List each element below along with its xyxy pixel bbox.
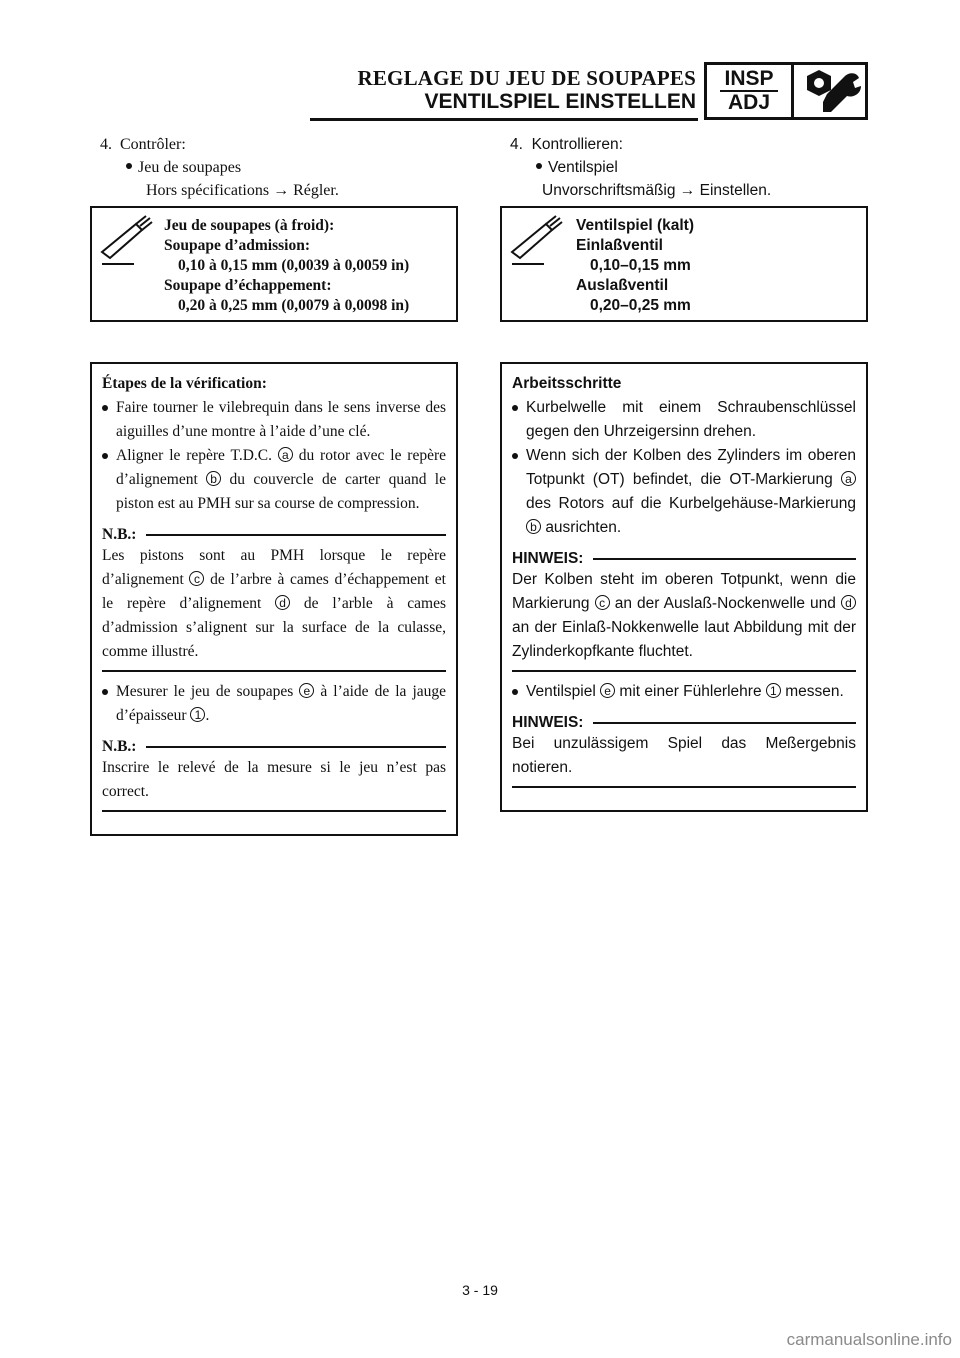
step-4-de — [500, 133, 868, 202]
caliper-tool-icon — [96, 214, 154, 268]
note-header — [102, 526, 446, 544]
wrench-nut-icon — [794, 65, 865, 117]
list-item-text: Faire tourner le vilebrequin dans le sens inverse des aiguilles d’une montre à l’aide d’une clé. — [116, 399, 446, 440]
mark-c-icon: c — [595, 595, 610, 610]
list-item-text: du rotor avec le repère d’alignement — [116, 447, 447, 488]
badge-bottom-text: ADJ — [727, 91, 770, 114]
spec-box-de — [500, 206, 868, 322]
step-4-fr — [90, 133, 458, 202]
procedure-box-fr — [90, 362, 458, 836]
list-item: Wenn sich der Kolben des Zylinders im oberen Totpunkt (OT) befindet, die OT-Markierung a des Rotors auf die Kurbelgehäuse-Markierung b ausrichten. — [512, 444, 856, 540]
note-label: N.B.: — [102, 526, 137, 543]
page-title-de: VENTILSPIEL EINSTELLEN — [424, 90, 696, 113]
section-badge — [704, 62, 868, 120]
step-item: Jeu de soupapes — [138, 159, 242, 176]
mark-c-icon: c — [189, 571, 204, 586]
step-result: Hors spécifications → Régler. — [146, 182, 339, 199]
note-label: HINWEIS: — [512, 714, 584, 731]
note-divider — [512, 786, 856, 788]
spec-line: Jeu de soupapes (à froid): — [164, 217, 335, 234]
list-item — [102, 396, 446, 444]
badge-label — [707, 65, 794, 117]
caliper-tool-icon — [506, 214, 564, 268]
mark-a-icon: a — [841, 471, 856, 486]
procedure-heading: Étapes de la vérification: — [102, 375, 267, 392]
spec-values — [164, 216, 409, 316]
watermark: carmanualsonline.info — [786, 1330, 952, 1349]
note-header — [102, 738, 446, 756]
procedure-box-de — [500, 362, 868, 812]
spec-line: 0,10–0,15 mm — [590, 257, 691, 274]
note-label: HINWEIS: — [512, 550, 584, 567]
list-item — [102, 444, 446, 516]
badge-top-text: INSP — [720, 68, 777, 92]
page-title-fr: REGLAGE DU JEU DE SOUPAPES — [357, 66, 696, 90]
page-number: 3 - 19 — [462, 1282, 498, 1298]
mark-b-icon: b — [206, 471, 221, 486]
note-divider — [512, 670, 856, 672]
spec-line: 0,10 à 0,15 mm (0,0039 à 0,0059 in) — [178, 257, 410, 274]
mark-1-icon: 1 — [190, 707, 205, 722]
list-item-text: Aligner le repère T.D.C. — [116, 447, 272, 464]
spec-line: Einlaßventil — [576, 237, 663, 254]
step-result: Unvorschriftsmäßig → Einstellen. — [542, 182, 772, 199]
step-action: Kontrollieren: — [531, 136, 623, 153]
mark-d-icon: d — [275, 595, 290, 610]
mark-e-icon: e — [600, 683, 615, 698]
header-rule — [310, 118, 698, 121]
note-body: Der Kolben steht im oberen Totpunkt, wenn die Markierung c an der Auslaß-Nockenwelle und d an der Einlaß-Nokkenwelle laut Abbildung mit der Zylinderkopfkante fluchtet. — [512, 571, 856, 660]
note-body: Bei unzulässigem Spiel das Meßergebnis notieren. — [512, 735, 856, 776]
note-body: Les pistons sont au PMH lorsque le repère d’alignement c de l’arbre à cames d’échappement et le repère d’alignement d de l’arble à cames d’admission s’alignent sur la surface de la culasse, comme illustré. — [102, 547, 447, 660]
list-item: Mesurer le jeu de soupapes e à l’aide de la jauge d’épaisseur 1 . — [102, 680, 446, 728]
spec-line: 0,20 à 0,25 mm (0,0079 à 0,0098 in) — [178, 297, 410, 314]
note-label: N.B.: — [102, 738, 137, 755]
spec-line: Ventilspiel (kalt) — [576, 217, 695, 234]
step-item: Ventilspiel — [548, 159, 618, 176]
note-divider — [102, 810, 446, 812]
step-number: 4. — [100, 136, 112, 153]
note-header — [512, 714, 856, 732]
mark-e-icon: e — [299, 683, 314, 698]
spec-line: Auslaßventil — [576, 277, 669, 294]
procedure-heading: Arbeitsschritte — [512, 375, 622, 392]
step-number: 4. — [510, 136, 523, 153]
spec-line: 0,20–0,25 mm — [590, 297, 691, 314]
bullet-icon — [126, 163, 132, 169]
mark-a-icon: a — [278, 447, 293, 462]
mark-b-icon: b — [526, 519, 541, 534]
mark-1-icon: 1 — [766, 683, 781, 698]
note-divider — [102, 670, 446, 672]
list-item — [512, 396, 856, 444]
bullet-icon — [536, 163, 542, 169]
spec-line: Soupape d’échappement: — [164, 277, 332, 294]
list-item-text: du couvercle de carter quand le piston est au PMH sur sa course de compression. — [116, 471, 446, 512]
list-item: Ventilspiel e mit einer Fühlerlehre 1 messen. — [512, 680, 856, 704]
list-item-text: Kurbelwelle mit einem Schraubenschlüssel gegen den Uhrzeigersinn drehen. — [526, 399, 856, 440]
spec-values — [576, 216, 694, 316]
note-body: Inscrire le relevé de la mesure si le jeu n’est pas correct. — [102, 759, 446, 800]
mark-d-icon: d — [841, 595, 856, 610]
spec-box-fr — [90, 206, 458, 322]
step-action: Contrôler: — [120, 136, 186, 153]
spec-line: Soupape d’admission: — [164, 237, 311, 254]
note-header — [512, 550, 856, 568]
